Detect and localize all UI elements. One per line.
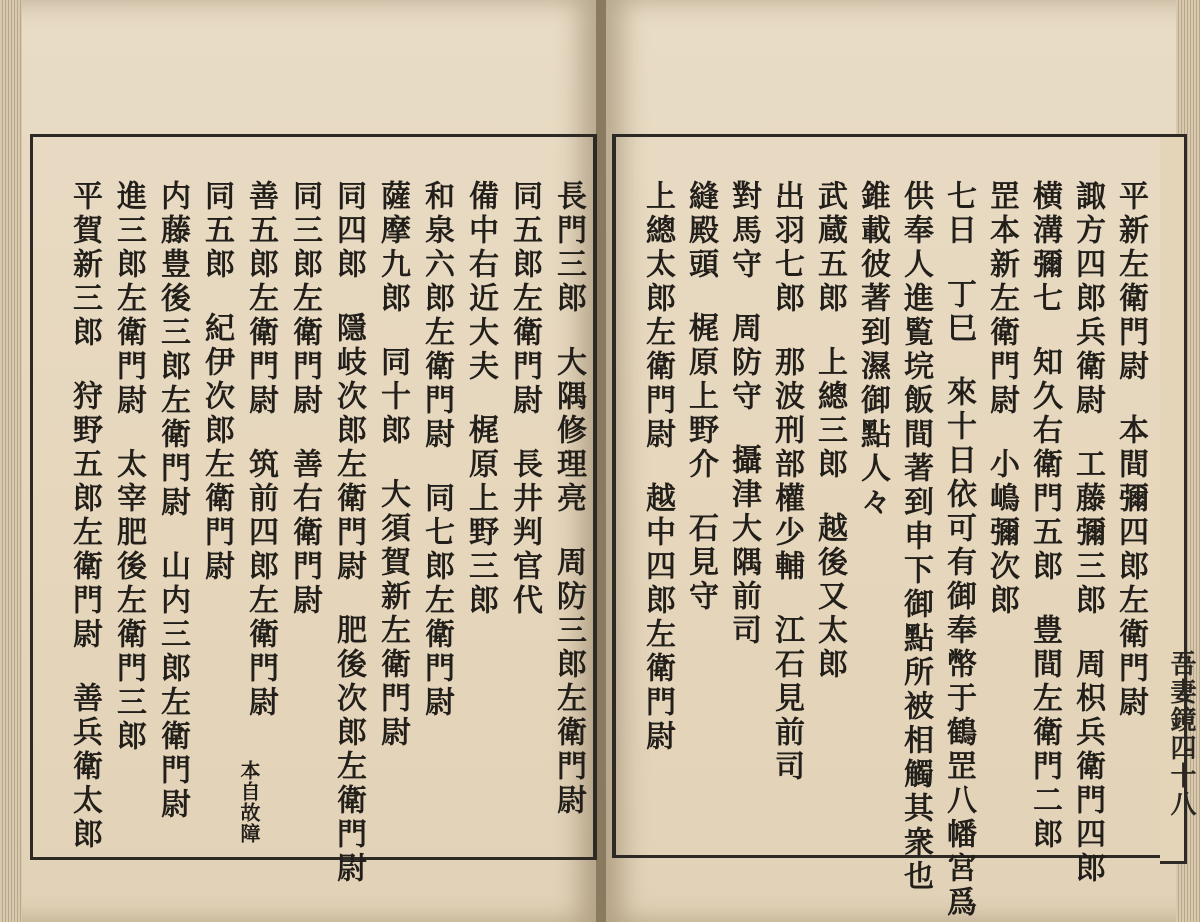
left-page-column bbox=[372, 180, 412, 750]
column-gap bbox=[372, 316, 412, 346]
column-gap bbox=[938, 248, 978, 278]
text-segment: 上總太郎左衛門尉 bbox=[640, 180, 675, 452]
text-segment: 備中右近大夫 bbox=[463, 180, 498, 384]
text-segment: 内藤豊後三郎左衛門尉 bbox=[155, 180, 190, 520]
right-page-column bbox=[981, 180, 1021, 618]
column-gap bbox=[723, 414, 763, 444]
text-segment: 周防三郎左衛門尉 bbox=[551, 546, 586, 818]
right-page-column bbox=[895, 180, 935, 894]
column-gap bbox=[637, 452, 677, 482]
text-segment: 紀伊次郎左衛門尉 bbox=[199, 312, 234, 584]
text-segment: 石見守 bbox=[683, 512, 718, 614]
left-page-column bbox=[240, 180, 280, 720]
column-gap bbox=[152, 520, 192, 550]
text-segment: 小嶋彌次郎 bbox=[984, 448, 1019, 618]
column-gap bbox=[328, 584, 368, 614]
margin-note: 本自故障 bbox=[237, 760, 261, 844]
text-segment: 肥後次郎左衛門尉 bbox=[331, 614, 366, 886]
text-segment: 豊間左衛門二郎 bbox=[1027, 614, 1062, 852]
text-segment: 江石見前司 bbox=[769, 614, 804, 784]
text-segment: 諏方四郎兵衛尉 bbox=[1070, 180, 1105, 418]
text-segment: 同五郎左衛門尉 bbox=[507, 180, 542, 418]
text-segment: 上總三郎 bbox=[812, 346, 847, 482]
right-page-column bbox=[680, 180, 720, 614]
left-page-column bbox=[108, 180, 148, 754]
text-segment: 善兵衛太郎 bbox=[67, 682, 102, 852]
column-gap bbox=[1067, 618, 1107, 648]
text-segment: 和泉六郎左衛門尉 bbox=[419, 180, 454, 452]
text-segment: 對馬守 bbox=[726, 180, 761, 282]
right-page-column bbox=[852, 180, 892, 520]
text-segment: 平新左衛門尉 bbox=[1113, 180, 1148, 384]
text-segment: 罡本新左衛門尉 bbox=[984, 180, 1019, 418]
hanshin-title: 吾妻鏡四十八 bbox=[1166, 650, 1196, 818]
text-segment: 長門三郎 bbox=[551, 180, 586, 316]
column-gap bbox=[809, 482, 849, 512]
text-segment: 薩摩九郎 bbox=[375, 180, 410, 316]
text-segment: 周枳兵衛門四郎 bbox=[1070, 648, 1105, 886]
column-gap bbox=[1024, 316, 1064, 346]
text-segment: 筑前四郎左衛門尉 bbox=[243, 448, 278, 720]
text-segment: 縫殿頭 bbox=[683, 180, 718, 282]
text-segment: 狩野五郎左衛門尉 bbox=[67, 380, 102, 652]
right-page-column bbox=[1024, 180, 1064, 852]
text-segment: 同七郎左衛門尉 bbox=[419, 482, 454, 720]
text-segment: 同十郎 bbox=[375, 346, 410, 448]
column-gap bbox=[372, 448, 412, 478]
text-segment: 同四郎 bbox=[331, 180, 366, 282]
text-segment: 大隅修理亮 bbox=[551, 346, 586, 516]
text-segment: 本間彌四郎左衛門尉 bbox=[1113, 414, 1148, 720]
text-segment: 錐載彼著到濕御點人々 bbox=[855, 180, 890, 520]
book-gutter bbox=[596, 0, 606, 922]
text-segment: 七日 bbox=[941, 180, 976, 248]
left-page-column bbox=[284, 180, 324, 618]
column-gap bbox=[108, 418, 148, 448]
left-page-column bbox=[504, 180, 544, 618]
left-page-column bbox=[64, 180, 104, 852]
right-page-column bbox=[809, 180, 849, 682]
column-gap bbox=[328, 282, 368, 312]
text-segment: 出羽七郎 bbox=[769, 180, 804, 316]
left-page-column bbox=[196, 180, 236, 584]
text-segment: 隱岐次郎左衛門尉 bbox=[331, 312, 366, 584]
text-segment: 善五郎左衛門尉 bbox=[243, 180, 278, 418]
text-segment: 平賀新三郎 bbox=[67, 180, 102, 350]
right-page-column bbox=[1067, 180, 1107, 886]
text-segment: 長井判官代 bbox=[507, 448, 542, 618]
right-page-column bbox=[938, 180, 978, 920]
column-gap bbox=[196, 282, 236, 312]
column-gap bbox=[1024, 584, 1064, 614]
column-gap bbox=[240, 418, 280, 448]
left-page-column bbox=[416, 180, 456, 720]
text-segment: 來十日依可有御奉幣于鶴罡八幡宮爲 bbox=[941, 376, 976, 920]
text-segment: 那波刑部權少輔 bbox=[769, 346, 804, 584]
column-gap bbox=[680, 482, 720, 512]
text-segment: 知久右衛門五郎 bbox=[1027, 346, 1062, 584]
column-gap bbox=[416, 452, 456, 482]
text-segment: 梶原上野三郎 bbox=[463, 414, 498, 618]
column-gap bbox=[766, 584, 806, 614]
left-page-column bbox=[328, 180, 368, 886]
column-gap bbox=[64, 652, 104, 682]
column-gap bbox=[938, 346, 978, 376]
column-gap bbox=[64, 350, 104, 380]
text-segment: 山内三郎左衛門尉 bbox=[155, 550, 190, 822]
right-page-column bbox=[723, 180, 763, 648]
column-gap bbox=[1067, 418, 1107, 448]
text-segment: 横溝彌七 bbox=[1027, 180, 1062, 316]
text-segment: 太宰肥後左衛門三郎 bbox=[111, 448, 146, 754]
column-gap bbox=[1110, 384, 1150, 414]
right-page-column bbox=[637, 180, 677, 754]
text-segment: 越中四郎左衛門尉 bbox=[640, 482, 675, 754]
text-segment: 大須賀新左衛門尉 bbox=[375, 478, 410, 750]
text-segment: 善右衛門尉 bbox=[287, 448, 322, 618]
text-segment: 攝津大隅前司 bbox=[726, 444, 761, 648]
text-segment: 同五郎 bbox=[199, 180, 234, 282]
column-gap bbox=[548, 516, 588, 546]
column-gap bbox=[809, 316, 849, 346]
left-page-column bbox=[152, 180, 192, 822]
column-gap bbox=[680, 282, 720, 312]
text-segment: 進三郎左衛門尉 bbox=[111, 180, 146, 418]
text-segment: 梶原上野介 bbox=[683, 312, 718, 482]
column-gap bbox=[548, 316, 588, 346]
text-segment: 武蔵五郎 bbox=[812, 180, 847, 316]
right-page-column bbox=[766, 180, 806, 784]
column-gap bbox=[284, 418, 324, 448]
text-segment: 供奉人進覧垸飯間著到申下御點所被相觸其衆也 bbox=[898, 180, 933, 894]
left-page-column bbox=[460, 180, 500, 618]
column-gap bbox=[981, 418, 1021, 448]
column-gap bbox=[460, 384, 500, 414]
column-gap bbox=[766, 316, 806, 346]
column-gap bbox=[723, 282, 763, 312]
column-gap bbox=[504, 418, 544, 448]
text-segment: 工藤彌三郎 bbox=[1070, 448, 1105, 618]
left-page-column bbox=[548, 180, 588, 818]
right-page-column bbox=[1110, 180, 1150, 720]
text-segment: 越後又太郎 bbox=[812, 512, 847, 682]
text-segment: 丁巳 bbox=[941, 278, 976, 346]
text-segment: 周防守 bbox=[726, 312, 761, 414]
text-segment: 同三郎左衛門尉 bbox=[287, 180, 322, 418]
page-edge-left bbox=[0, 0, 22, 922]
